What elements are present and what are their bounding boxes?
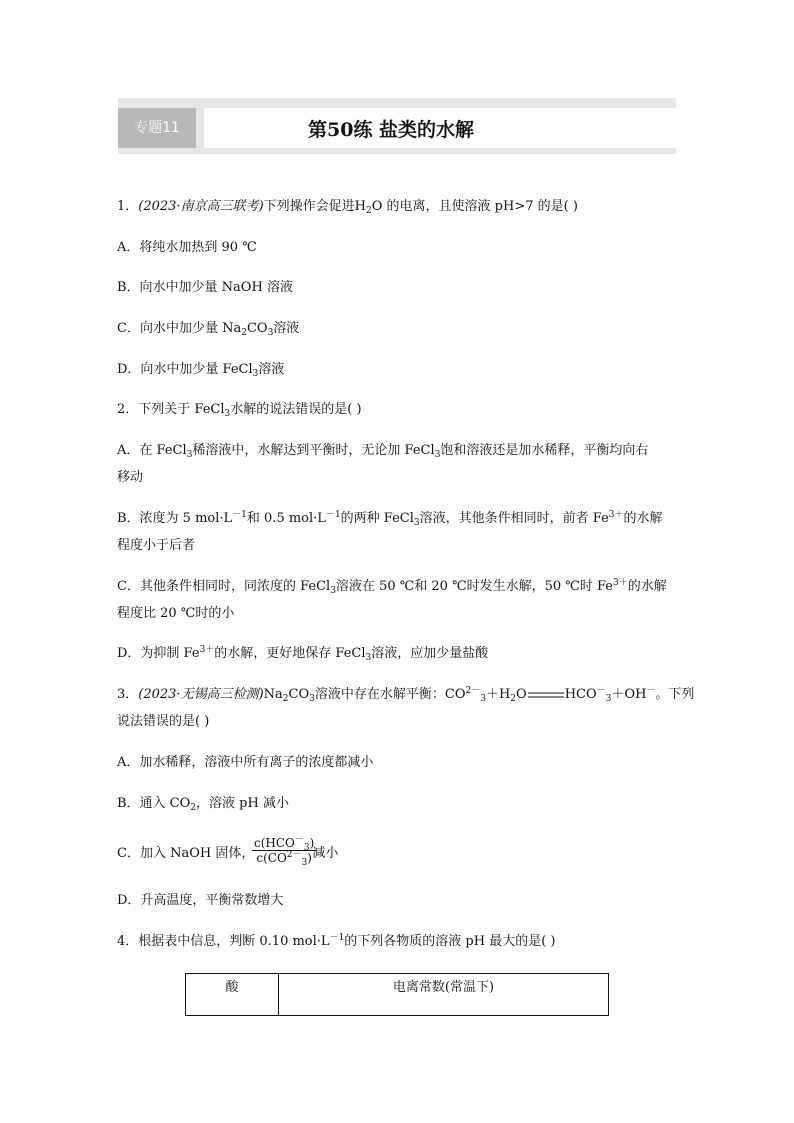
q3-stem-cont: 说法错误的是( ) <box>117 714 210 729</box>
q2-option-d: D．为抑制 $Fe^{3+}$的水解，更好地保存 FeCl$_3$溶液，应加少量盐酸 <box>117 645 489 663</box>
q3-option-b: B．通入 $CO_2$，溶液 pH 减小 <box>117 796 289 813</box>
q2-option-c-cont: 程度比 20 ℃时的小 <box>117 606 235 621</box>
q3-option-a: A．加水稀释，溶液中所有离子的浓度都减小 <box>117 755 374 770</box>
q1-stem: 1．(2023·南京高三联考)下列操作会促进$H_2O$ 的电离，且使溶液 pH>7 的是( ) <box>117 199 578 216</box>
q1-option-a: A．将纯水加热到 90 ℃ <box>117 240 257 255</box>
q2-option-c: C．其他条件相同时，同浓度的 FeCl$_3$溶液在 50 ℃和 20 ℃时发生水解，50 ℃时 $Fe^{3+}$的水解 <box>117 578 667 596</box>
acid-constants-table <box>185 973 609 1016</box>
table-header-constant: 电离常数(常温下) <box>279 974 609 1016</box>
q3-fraction: $c(HCO^-_3)$ $c(CO^{2-}_3)$ <box>254 835 315 868</box>
q1-option-b: B．向水中加少量 NaOH 溶液 <box>117 280 293 295</box>
q2-option-b-cont: 程度小于后者 <box>117 538 196 553</box>
q2-option-a: A．在 FeCl$_3$稀溶液中，水解达到平衡时，无论加 FeCl$_3$饱和溶液还是加水稀释，平衡均向右 <box>117 443 649 460</box>
page-title: 第50练 盐类的水解 <box>308 119 475 141</box>
equilibrium-arrow-icon <box>527 690 565 700</box>
q3-stem: 3．(2023·无锡高三检测)$Na_2CO_3$溶液中存在水解平衡：$CO^{2-}_3+H_2O$ $HCO^-_3+OH^-$。下列 <box>117 686 695 704</box>
q2-stem: 2．下列关于 FeCl$_3$水解的说法错误的是( ) <box>117 402 362 419</box>
q2-option-a-cont: 移动 <box>117 470 144 485</box>
q1-option-d: D．向水中加少量 FeCl$_3$溶液 <box>117 362 285 379</box>
topic-tag: 专题11 <box>118 108 196 148</box>
q3-option-d: D．升高温度，平衡常数增大 <box>117 893 284 908</box>
table-header-row <box>186 974 609 1016</box>
table-header-acid: 酸 <box>186 974 279 1016</box>
q4-stem: 4．根据表中信息，判断 0.10 $mol\cdot L^{-1}$的下列各物质的溶液 pH 最大的是( ) <box>117 933 556 949</box>
q3-option-c: C．加入 NaOH 固体， 减小 <box>117 846 339 861</box>
q2-option-b: B．浓度为 5 $mol\cdot L^{-1}$和 0.5 $mol\cdot L^{-1}$的两种 FeCl$_3$溶液，其他条件相同时，前者 $Fe^{3+}$的水解 <box>117 510 663 528</box>
q1-option-c: C．向水中加少量 $Na_2CO_3$溶液 <box>117 321 300 338</box>
